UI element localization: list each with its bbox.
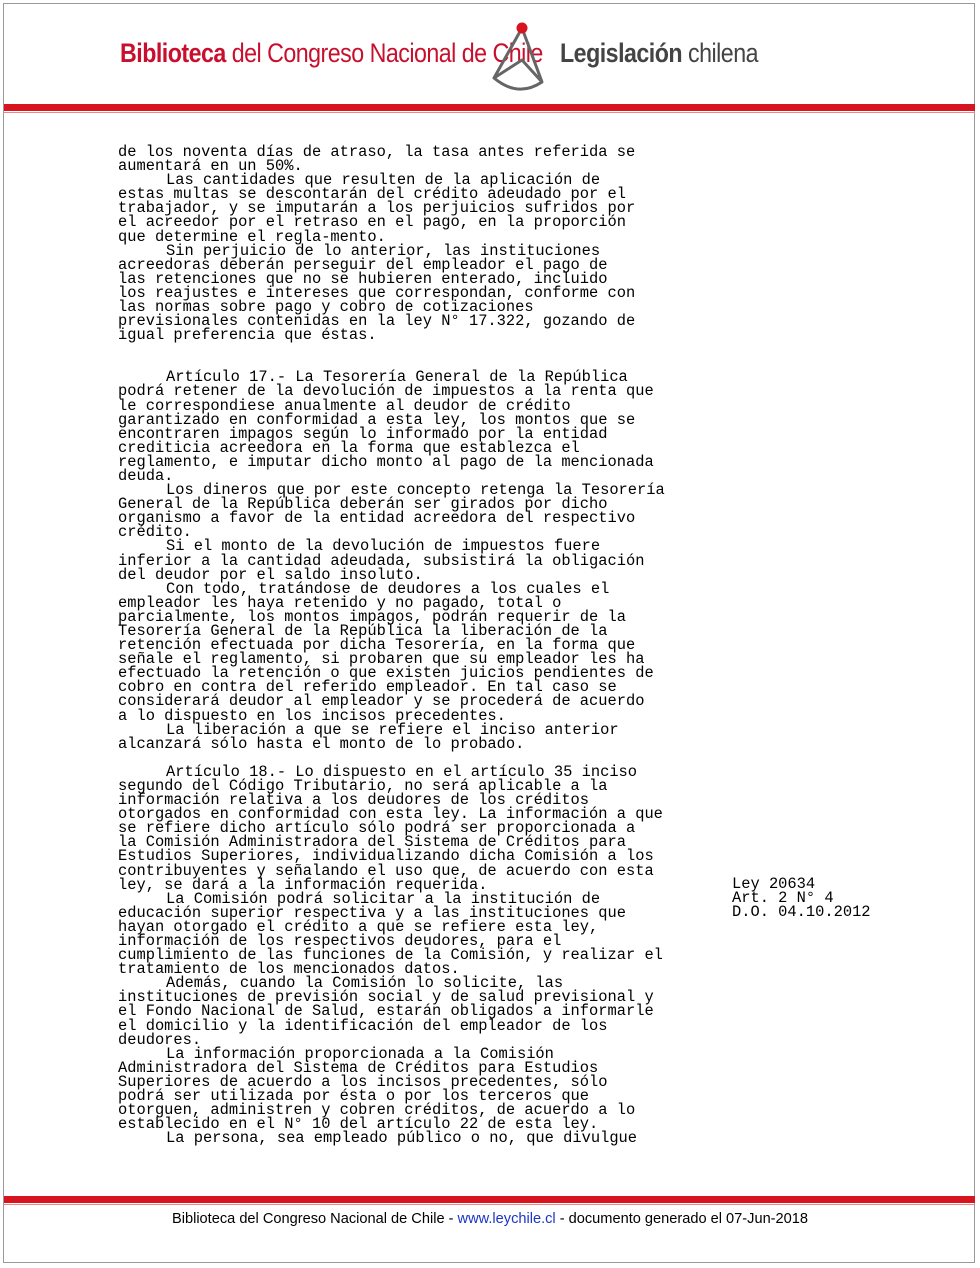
text-line: General de la República deberán ser girados por dicho xyxy=(118,495,608,514)
text-line: le correspondiese anualmente al deudor de crédito xyxy=(118,396,571,415)
text-line: los reajustes e intereses que correspondan, conforme con xyxy=(118,283,636,302)
text-line: información relativa a los deudores de los créditos xyxy=(118,791,590,810)
text-line: trabajador, y se imputarán a los perjuicios sufridos por xyxy=(118,199,636,218)
text-line: podrá ser utilizada por ésta o por los terceros que xyxy=(118,1087,590,1105)
footer-red-rule xyxy=(4,1196,975,1203)
text-line: contribuyentes y señalando el uso que, de acuerdo con esta xyxy=(118,861,654,880)
page-header xyxy=(0,0,980,110)
text-line: acreedoras deberán perseguir del empleador el pago de xyxy=(118,255,608,274)
article-18-para-2 xyxy=(118,889,718,979)
text-line: otorguen, administren y cobren créditos, de acuerdo a lo xyxy=(118,1101,636,1120)
spacer xyxy=(118,342,718,370)
text-line: hayan otorgado el crédito a que se refiere esta ley, xyxy=(118,917,599,936)
text-line: Artículo 18.- Lo dispuesto en el artículo 35 inciso xyxy=(166,762,638,781)
note-line-date: D.O. 04.10.2012 xyxy=(732,903,871,922)
text-line: retención efectuada por dicha Tesorería, en la forma que xyxy=(118,636,636,655)
article-17-para-3 xyxy=(118,537,718,584)
text-line: Administradora del Sistema de Créditos para Estudios xyxy=(118,1058,599,1077)
text-line: el Fondo Nacional de Salud, estarán obligados a informarle xyxy=(118,1002,654,1021)
text-line: instituciones de previsión social y de salud previsional y xyxy=(118,988,654,1007)
text-line: las retenciones que no se hubieren enterado, incluido xyxy=(118,269,608,288)
text-line: Tesorería General de la República la liberación de la xyxy=(118,622,608,640)
margin-reference-note xyxy=(732,875,871,922)
header-red-rule xyxy=(4,104,975,111)
text-line: establecido en el N° 10 del artículo 22 de esta ley. xyxy=(118,1115,599,1134)
text-line: Si el monto de la devolución de impuestos fuere xyxy=(166,537,601,556)
text-line: ley, se dará a la información requerida. xyxy=(118,875,488,894)
text-line: organismo a favor de la entidad acreedora del respectivo xyxy=(118,509,636,528)
text-line: cumplimiento de las funciones de la Comisión, y realizar el xyxy=(118,946,663,965)
article-17-para-4 xyxy=(118,579,718,725)
footer-link[interactable]: www.leychile.cl xyxy=(457,1211,556,1227)
text-line: del deudor por el saldo insoluto. xyxy=(118,565,423,584)
text-line: crédito. xyxy=(118,523,192,542)
text-line: reglamento, e imputar dicho monto al pago de la mencionada xyxy=(118,452,654,471)
text-line: Artículo 17.- La Tesorería General de la República xyxy=(166,368,628,387)
document-body xyxy=(118,143,718,1148)
article-18-intro xyxy=(118,762,718,894)
note-line-law: Ley 20634 xyxy=(732,875,816,893)
article-18-para-3 xyxy=(118,974,718,1049)
text-line: se refiere dicho artículo sólo podrá ser proporcionada a xyxy=(118,819,636,838)
text-line: La Comisión podrá solicitar a la institución de xyxy=(166,889,601,908)
text-line: cobro en contra del referido empleador. En tal caso se xyxy=(118,678,617,697)
text-line: tratamiento de los mencionados datos. xyxy=(118,960,460,979)
text-line: crediticia acreedora en la forma que establezca el xyxy=(118,438,580,457)
footer-thin-rule xyxy=(4,1204,975,1205)
article-18-para-5 xyxy=(118,1129,718,1148)
paragraph-c xyxy=(118,241,718,345)
footer-suffix: - documento generado el 07-Jun-2018 xyxy=(555,1211,809,1227)
paragraph-a xyxy=(118,143,718,176)
text-line: Las cantidades que resulten de la aplicación de xyxy=(166,171,601,190)
text-line: la Comisión Administradora del Sistema de Créditos para xyxy=(118,833,626,852)
text-line: Además, cuando la Comisión lo solicite, las xyxy=(166,974,564,993)
text-line: el domicilio y la identificación del empleador de los xyxy=(118,1016,608,1035)
text-line: encontraren impagos según lo informado por la entidad xyxy=(118,424,608,443)
text-line: el acreedor por el retraso en el pago, en la proporción xyxy=(118,213,626,232)
text-line: segundo del Código Tributario, no será aplicable a la xyxy=(118,776,608,795)
text-line: inferior a la cantidad adeudada, subsistirá la obligación xyxy=(118,551,645,570)
paragraph-b xyxy=(118,171,718,246)
text-line: empleador les haya retenido y no pagado, total o xyxy=(118,593,562,612)
text-line: estas multas se descontarán del crédito adeudado por el xyxy=(118,185,626,204)
text-line: que determine el regla-mento. xyxy=(118,227,386,246)
article-17-para-2 xyxy=(118,481,718,542)
text-line: educación superior respectiva y a las instituciones que xyxy=(118,903,626,922)
text-line: señale el reglamento, si probaren que su empleador les ha xyxy=(118,650,645,669)
text-line: efectuado la retención o que existen juicios pendientes de xyxy=(118,664,654,683)
brand-left-rest: del Congreso Nacional de Chile xyxy=(225,38,543,68)
text-line: de los noventa días de atraso, la tasa antes referida se xyxy=(118,143,636,161)
text-line: deuda. xyxy=(118,466,174,485)
note-line-article: Art. 2 N° 4 xyxy=(732,889,834,908)
text-line: deudores. xyxy=(118,1030,202,1049)
brand-left-bold: Biblioteca xyxy=(120,38,226,68)
footer-prefix: Biblioteca del Congreso Nacional de Chile - xyxy=(171,1211,458,1227)
text-line: Superiores de acuerdo a los incisos precedentes, sólo xyxy=(118,1072,608,1091)
text-line: alcanzará sólo hasta el monto de lo probado. xyxy=(118,734,525,753)
bcn-logo-icon xyxy=(478,20,558,100)
text-line: las normas sobre pago y cobro de cotizaciones xyxy=(118,298,534,317)
text-line: previsionales contenidas en la ley N° 17.322, gozando de xyxy=(118,312,636,331)
header-thin-rule xyxy=(4,112,975,113)
text-line: Con todo, tratándose de deudores a los cuales el xyxy=(166,579,610,598)
text-line: Los dineros que por este concepto retenga la Tesorería xyxy=(166,481,665,500)
text-line: otorgados en conformidad con esta ley. La información a que xyxy=(118,805,663,824)
text-line: La persona, sea empleado público o no, que divulgue xyxy=(166,1129,638,1148)
brand-right-rest: chilena xyxy=(682,38,758,68)
page-footer xyxy=(0,1211,980,1227)
text-line: igual preferencia que éstas. xyxy=(118,326,377,345)
article-17-intro xyxy=(118,370,718,483)
text-line: Sin perjuicio de lo anterior, las instituciones xyxy=(166,241,601,260)
text-line: considerará deudor al empleador y se procederá de acuerdo xyxy=(118,692,645,711)
text-line: garantizado en conformidad a esta ley, los montos que se xyxy=(118,410,636,429)
brand-right-bold: Legislación xyxy=(560,38,683,68)
text-line: Estudios Superiores, individualizando dicha Comisión a los xyxy=(118,847,654,866)
text-line: aumentará en un 50%. xyxy=(118,157,303,176)
text-line: La información proporcionada a la Comisión xyxy=(166,1044,554,1063)
text-line: parcialmente, los montos impagos, podrán requerir de la xyxy=(118,607,626,626)
legislacion-chilena-brand xyxy=(560,38,758,69)
text-line: La liberación a que se refiere el inciso anterior xyxy=(166,720,619,739)
text-line: a lo dispuesto en los incisos precedentes. xyxy=(118,706,506,725)
text-line: podrá retener de la devolución de impuestos a la renta que xyxy=(118,382,654,401)
article-18-para-4 xyxy=(118,1044,718,1134)
text-line: información de los respectivos deudores, para el xyxy=(118,931,562,950)
article-17-para-5 xyxy=(118,720,718,753)
